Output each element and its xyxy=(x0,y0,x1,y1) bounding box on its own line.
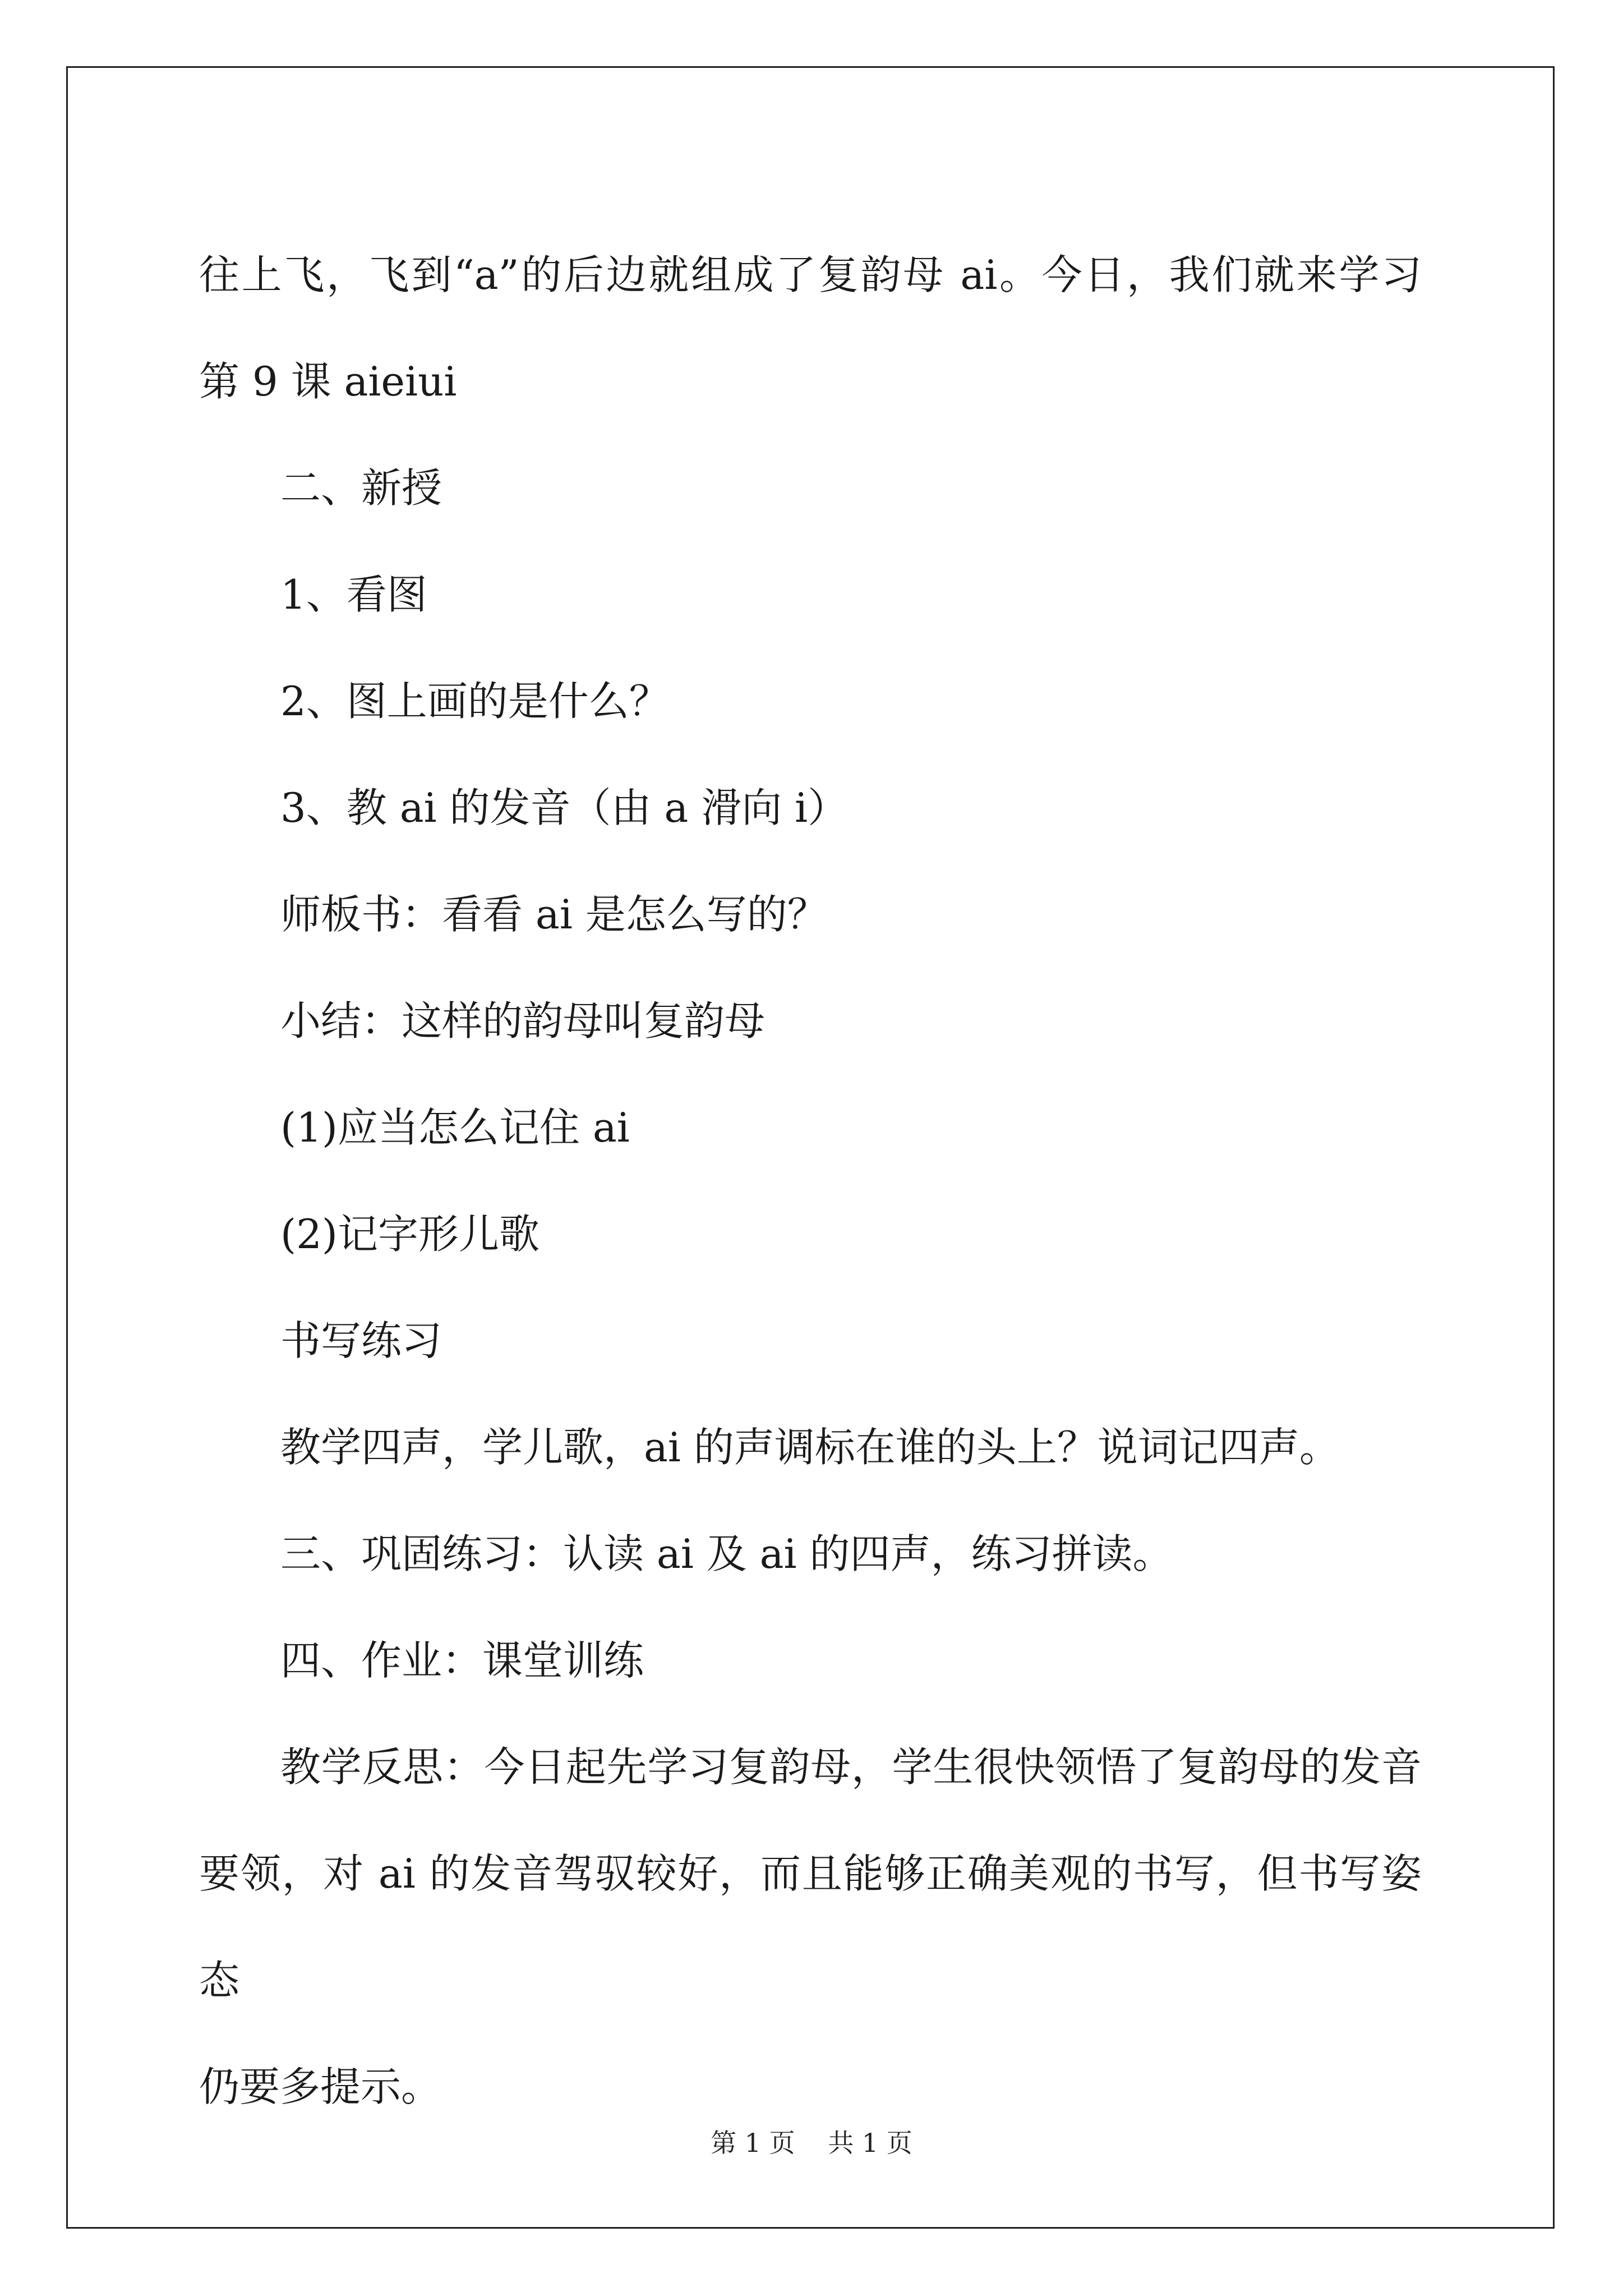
reflection-line: 仍要多提示。 xyxy=(199,2063,442,2110)
reflection-line: 要领，对 ai 的发音驾驭较好，而且能够正确美观的书写，但书写姿态 xyxy=(199,1850,1422,2004)
document-body xyxy=(199,222,1422,2140)
page-number: 第 1 页 xyxy=(711,2128,795,2158)
paragraph-line: 小结：这样的韵母叫复韵母 xyxy=(280,997,766,1045)
paragraph-line: 师板书：看看 ai 是怎么写的？ xyxy=(280,891,828,938)
list-item: 3、教 ai 的发音（由 a 滑向 i） xyxy=(280,784,849,831)
page-total: 共 1 页 xyxy=(828,2128,912,2158)
list-item: (1)应当怎么记住 ai xyxy=(280,1104,630,1151)
reflection-line: 教学反思：今日起先学习复韵母，学生很快领悟了复韵母的发音 xyxy=(280,1743,1422,1791)
paragraph-line: 教学四声，学儿歌，ai 的声调标在谁的头上？说词记四声。 xyxy=(280,1424,1340,1471)
list-item: 2、图上画的是什么？ xyxy=(280,678,670,725)
paragraph-line: 书写练习 xyxy=(280,1317,442,1364)
section-heading-new-lesson: 二、新授 xyxy=(280,464,442,512)
list-item: 1、看图 xyxy=(280,571,427,618)
page-footer xyxy=(0,2126,1623,2160)
section-heading-homework: 四、作业：课堂训练 xyxy=(280,1637,644,1684)
list-item: (2)记字形儿歌 xyxy=(280,1211,540,1258)
paragraph-line: 往上飞，飞到“a”的后边就组成了复韵母 ai。今日，我们就来学习 xyxy=(199,251,1422,298)
paragraph-line: 第 9 课 aieiui xyxy=(199,358,457,405)
section-heading-practice: 三、巩固练习：认读 ai 及 ai 的四声，练习拼读。 xyxy=(280,1530,1173,1577)
